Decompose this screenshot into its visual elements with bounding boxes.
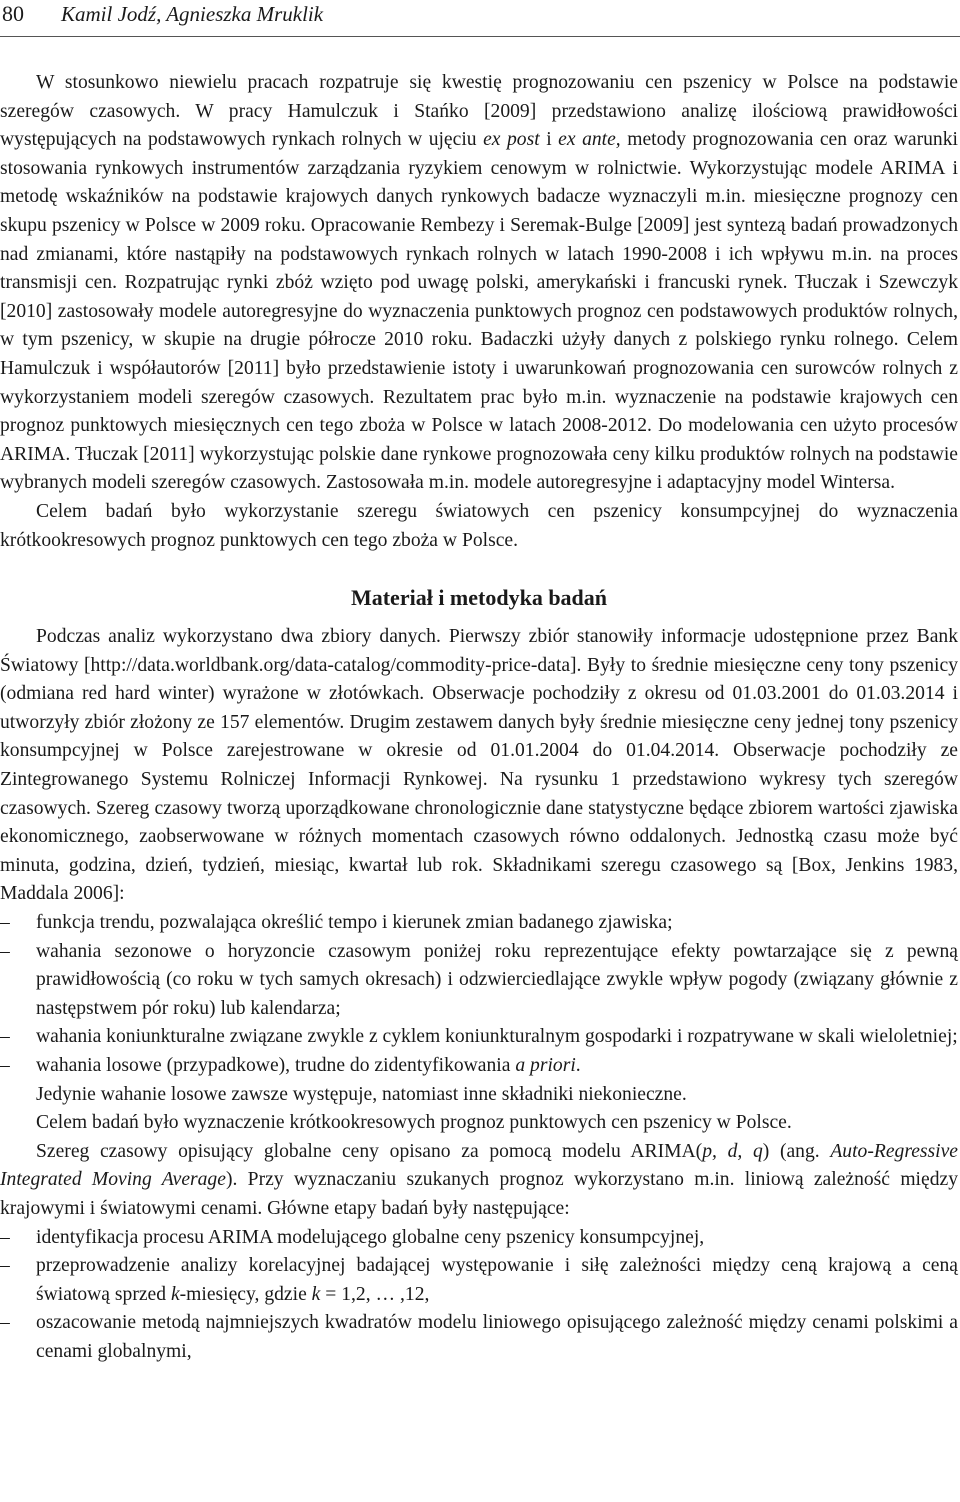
- running-title: Kamil Jodź, Agnieszka Mruklik: [61, 2, 324, 26]
- list-item: – wahania sezonowe o horyzoncie czasowym poniżej roku reprezentujące efekty powtarzające się z pewną prawidłowością (co roku w tych samych okresach) i odzwierciedlające zwykle wpływ pogody (związany głównie z następstwem pór roku) lub kalendarza;: [0, 938, 958, 1024]
- list-item: [0, 1252, 958, 1309]
- method-paragraph-4: [0, 1138, 958, 1224]
- components-list: [0, 909, 958, 1081]
- italic-run: ex ante,: [558, 129, 621, 151]
- page-number: 80: [2, 1, 24, 26]
- stages-list: [0, 1224, 958, 1367]
- method-paragraph-1: Podczas analiz wykorzystano dwa zbiory danych. Pierwszy zbiór stanowiły informacje udostępnione przez Bank Światowy [http://data.worldbank.org/data-catalog/commodity-price-data]. Były to średnie miesięczne ceny tony pszenicy (odmiana red hard winter) wyrażone w złotówkach. Obserwacje pochodziły z okresu od 01.03.2001 do 01.03.2014 i utworzyły zbiór złożony ze 157 elementów. Drugim zestawem danych były średnie miesięczne ceny jednej tony pszenicy konsumpcyjnej w Polsce zarejestrowane w okresie od 01.01.2004 do 01.04.2014. Obserwacje pochodziły ze Zintegrowanego Systemu Rolniczej Informacji Rynkowej. Na rysunku 1 przedstawiono wykresy tych szeregów czasowych. Szereg czasowy tworzą uporządkowane chronologicznie dane statystyczne będące zbiorem wartości zjawiska ekonomicznego, zaobserwowane w różnych momentach czasowych równo oddalonych. Jednostką czasu może być minuta, godzina, dzień, tydzień, miesiąc, kwartał lub rok. Składnikami szeregu czasowego są [Box, Jenkins 1983, Maddala 2006]:: [0, 626, 958, 905]
- text-run: i: [539, 129, 559, 151]
- text-run: Szereg czasowy opisujący globalne ceny opisano za pomocą modelu ARIMA(: [36, 1140, 703, 1162]
- text-run: ) (ang.: [762, 1140, 831, 1162]
- italic-run: p, d, q: [702, 1140, 763, 1162]
- list-item: [0, 1052, 958, 1081]
- italic-run: ex post: [483, 129, 540, 151]
- text-run: .: [575, 1055, 581, 1076]
- header-rule: [0, 36, 960, 37]
- list-item: – oszacowanie metodą najmniejszych kwadratów modelu liniowego opisującego zależność między cenami polskimi a cenami globalnymi,: [0, 1309, 958, 1366]
- italic-run: k: [170, 1283, 180, 1305]
- method-paragraph-3: Celem badań było wyznaczenie krótkookresowych prognoz punktowych cen pszenicy w Polsce.: [36, 1112, 792, 1134]
- intro-paragraph-2: Celem badań było wykorzystanie szeregu światowych cen pszenicy konsumpcyjnej do wyznaczenia krótkookresowych prognoz punktowych cen tego zboża w Polsce.: [0, 500, 958, 551]
- text-run: ). Przy wyznaczaniu szukanych prognoz wykorzystano m.in. liniową zależność między krajowymi i światowymi cenami. Główne etapy badań były następujące:: [0, 1169, 958, 1219]
- text-run: = 1,2, … ,12,: [320, 1283, 430, 1305]
- text-run: wahania losowe (przypadkowe), trudne do zidentyfikowania: [36, 1055, 516, 1076]
- method-paragraph-2: Jedynie wahanie losowe zawsze występuje, natomiast inne składniki niekonieczne.: [36, 1083, 687, 1105]
- section-heading: Materiał i metodyka badań: [350, 585, 608, 611]
- page-body: [0, 69, 958, 1367]
- text-run: W stosunkowo niewielu pracach rozpatruje się kwestię prognozowaniu cen pszenicy w Polsce na podstawie szeregów czasowych. W pracy Hamulczuk i Stańko [2009] przedstawiono analizę ilościową prawidłowości występujących na podstawowych rynkach rolnych w ujęciu: [0, 72, 958, 151]
- text-run: metody prognozowania cen oraz warunki stosowania rynkowych instrumentów zarządzania ryzykiem cenowym w rolnictwie. Wykorzystując modele ARIMA i metodę wskaźników na podstawie krajowych danych rynkowych badacze wyznaczyli m.in. miesięczne prognozy cen skupu pszenicy w Polsce w 2009 roku. Opracowanie Rembezy i Seremak-Bulge [2009] jest syntezą badań prowadzonych nad zmianami, które nastąpiły na podstawowych rynkach rolnych w latach 1990-2008 i ich wpływu m.in. na proces transmisji cen. Rozpatrując rynki zbóż wzięto pod uwagę polski, amerykański i francuski rynek. Tłuczak i Szewczyk [2010] zastosowały modele autoregresyjne do wyznaczenia punktowych prognoz cen podstawowych produktów rolnych, w tym pszenicy, w skupie na drugie półrocze 2010 roku. Badaczki użyły danych z polskiego rynku rolnego. Celem Hamulczuk i współautorów [2011] było przedstawienie istoty i uwarunkowań prognozowania cen surowców rolnych z wykorzystaniem modeli szeregów czasowych. Rezultatem prac było m.in. wyznaczenie na podstawie krajowych cen prognoz punktowych miesięcznych cen tego zboża w Polsce w latach 2008-2012. Do modelowania cen użyto procesów ARIMA. Tłuczak [2011] wykorzystując polskie dane rynkowe prognozowała ceny kilku produktów rolnych na podstawie wybranych modeli szeregów czasowych. Zastosowała m.in. modele autoregresyjne i adaptacyjny model Wintersa.: [0, 129, 958, 494]
- list-item: – wahania koniunkturalne związane zwykle z cyklem koniunkturalnym gospodarki i rozpatrywane w skali wieloletniej;: [0, 1023, 958, 1052]
- page-header: [0, 0, 960, 30]
- italic-run: a priori: [515, 1055, 576, 1076]
- text-run: przeprowadzenie analizy korelacyjnej badającej występowanie i siłę zależności między ceną krajową a ceną światową sprzed: [36, 1255, 958, 1305]
- list-item: – identyfikacja procesu ARIMA modelującego globalne ceny pszenicy konsumpcyjnej,: [0, 1224, 958, 1253]
- list-item: – funkcja trendu, pozwalająca określić tempo i kierunek zmian badanego zjawiska;: [0, 909, 958, 938]
- italic-run: Auto-Regressive Integrated Moving Average: [0, 1140, 959, 1191]
- italic-run: k: [311, 1283, 321, 1305]
- text-run: -miesięcy, gdzie: [179, 1283, 312, 1305]
- intro-paragraph-1: [0, 69, 958, 498]
